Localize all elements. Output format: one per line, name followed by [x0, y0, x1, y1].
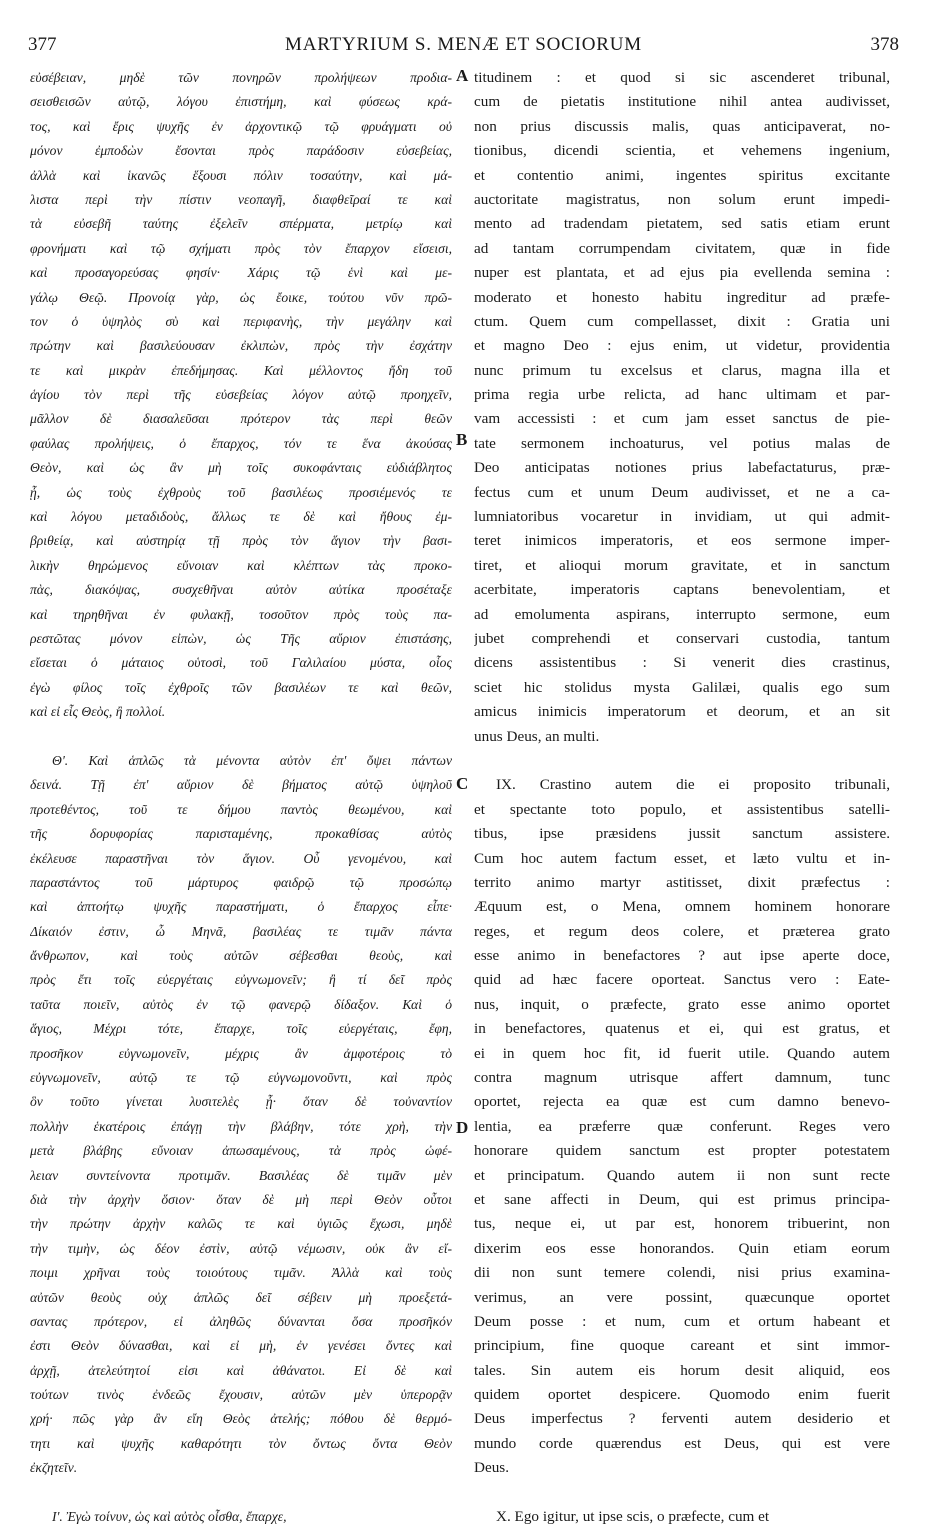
text-line: dicens assistentibus : Si venerit dies crastinus,	[474, 654, 890, 672]
text-line: tibus, ipse præsidens jussit sanctum assistere.	[474, 825, 890, 843]
text-line: εὐσέβειαν, μηδὲ τῶν πονηρῶν προλήψεων προδια-	[30, 70, 452, 85]
text-line: καὶ εἰ εἷς Θεὸς, ἢ πολλοί.	[30, 704, 166, 720]
text-line: acerbitate, imperatoris captans benevolentiam, et	[474, 581, 890, 599]
text-line: mundo corde quærendus est Deus, qui est vere	[474, 1434, 890, 1452]
text-line: cum de pietatis institutione nihil antea audivisset,	[474, 93, 890, 111]
text-line: Δίκαιόν ἐστιν, ὦ Μηνᾶ, βασιλέας τε τιμᾶν πάντα	[30, 923, 452, 939]
section-marker-d: D	[456, 1118, 469, 1137]
text-line: ei in quem hoc fit, id fuerit utile. Quando autem	[474, 1044, 890, 1062]
greek-paragraph-2	[30, 749, 452, 1481]
section-marker-a: A	[456, 66, 469, 85]
text-line: Θ'. Καὶ ἁπλῶς τὰ μένοντα αὐτὸν ἐπ' ὄψει πάντων	[52, 752, 452, 768]
text-line: moderato et honesto habitu ingreditur ad præfe-	[474, 288, 890, 306]
text-line: λιστα περὶ τὴν πίστιν νεοπαγῆ, διαφθεῖραί τε καὶ	[30, 191, 452, 207]
text-line: fectus cum et unum Deum audivisset, et ne a ca-	[474, 483, 890, 501]
text-line: jubet comprehendi et conservari custodia, tantum	[474, 629, 890, 647]
text-line: πρώτην καὶ βασιλεύουσαν ἐκλιπὼν, πρὸς τὴν ἐσχάτην	[30, 338, 452, 354]
text-line: ἀρχῇ, ἀτελεύτητοί εἰσι καὶ ἀθάνατοι. Εἰ δὲ καὶ	[30, 1362, 452, 1378]
text-line: mento ad tradendam pietatem, sed satis etiam erunt	[474, 215, 890, 233]
text-line: prima regia urbe relicta, ad hanc ultimam et par-	[474, 386, 890, 404]
text-line: tales. Sin autem eis horum desit aliquid, eos	[474, 1361, 890, 1379]
text-line: lentia, ea præferre quæ conferunt. Reges vero	[474, 1117, 890, 1135]
text-line: titudinem : et quod si sic ascenderet tribunal,	[474, 69, 890, 86]
text-line: amicus inimicis imperatorum et deorum, et an sit	[474, 703, 890, 721]
text-line: principium, fine quoque careant et sint immor-	[474, 1337, 890, 1355]
greek-paragraph-3	[30, 1505, 452, 1529]
text-line: teret inimicos imperatoris, et eos sermone imper-	[474, 532, 890, 550]
text-line: ταῦτα ποιεῖν, αὐτὸς ἐν τῷ φανερῷ δίδαξον. Καὶ ὁ	[30, 996, 452, 1012]
text-line: Deus.	[474, 1459, 510, 1477]
text-line: in benefactores, quatenus et ei, qui est gratus, et	[474, 1020, 890, 1038]
text-line: τὴν πρώτην ἀρχὴν καλῶς τε καὶ ὑγιῶς ἔχωσι, μηδὲ	[30, 1216, 452, 1232]
text-line: καὶ τηρηθῆναι ἐν φυλακῇ, τοσοῦτον πρὸς τοὺς πα-	[30, 606, 452, 622]
latin-paragraph-3	[474, 1505, 890, 1529]
text-line: ἐκζητεῖν.	[30, 1460, 78, 1476]
text-line: IX. Crastino autem die ei proposito tribunali,	[496, 776, 890, 794]
text-line: Deo anticipatas notiones prius labefactaturus, præ-	[474, 459, 890, 477]
text-line: esse animo in benefactores ? aut ipse aperte doce,	[474, 947, 890, 965]
text-line: et spectante toto populo, et assistentibus satelli-	[474, 800, 890, 818]
section-marker-b: B	[456, 430, 468, 449]
greek-column	[30, 66, 452, 1529]
text-line: λειαν συντείνοντα προτιμᾶν. Βασιλέας δὲ τιμᾶν μὲν	[30, 1167, 452, 1183]
text-line: reges, et regum deos colere, et præterea grato	[474, 922, 890, 940]
text-line: καὶ προσαγορεύσας φησίν· Χάρις τῷ ἑνὶ καὶ με-	[30, 265, 452, 281]
text-line: τε καὶ μικρὰν ἐπεδήμησας. Καὶ μέλλοντος ἤδη τοῦ	[30, 362, 452, 378]
text-line: territo animo martyr astitisset, dixit præfectus :	[474, 873, 890, 891]
text-line: Cum hoc autem factum esset, et læto vultu et in-	[474, 849, 890, 867]
text-line: Θεὸν, καὶ ὡς ἂν μὴ τοῖς συκοφάνταις εὐδιάβλητος	[30, 460, 452, 476]
text-line: nus, inquit, o præfecte, grato esse animo oportet	[474, 995, 890, 1013]
latin-paragraph-1	[474, 66, 890, 749]
text-line: et principatum. Quando autem ii non sunt recte	[474, 1166, 890, 1184]
text-line: βριθείᾳ, καὶ αὐστηρίᾳ τῇ πρὸς τὸν ἅγιον τὴν βασι-	[30, 533, 452, 549]
text-line: ρεστῶτας μόνον εἰπὼν, ὡς Τῆς αὔριον ἐπιστάσης,	[30, 630, 452, 646]
text-line: διὰ τὴν ἀρχὴν ὅσιον· ὅταν δὲ μὴ περὶ Θεὸν οὗτοι	[30, 1191, 452, 1207]
text-line: τος, καὶ ἔρις ψυχῆς ἐν ἀρχοντικῷ τῷ φρυάγματι οὐ	[30, 118, 452, 134]
text-line: προσῆκον εὐγνωμονεῖν, μέχρις ἂν ἀμφοτέροις τὸ	[30, 1045, 452, 1061]
text-line: ἐστι Θεὸν δύνασθαι, καὶ εἰ μὴ, ἐν γενέσει ὄντες καὶ	[30, 1338, 452, 1354]
text-line: ὃν τοῦτο γίνεται λυσιτελὲς ᾖ· ὅταν δὲ τοὐναντίον	[30, 1094, 452, 1110]
text-line: τούτων τινὸς ἐνδεῶς ἔχουσιν, αὐτῶν μὲν ὑπερορᾷν	[30, 1387, 452, 1403]
text-line: ἄνθρωπον, καὶ τοὺς αὐτῶν σέβεσθαι θεοὺς, καὶ	[30, 948, 452, 964]
text-line: verimus, an vere possint, quæcunque oportet	[474, 1288, 890, 1306]
text-line: μᾶλλον δὲ διασαλεῦσαι πρότερον τὰς περὶ θεῶν	[30, 411, 452, 427]
text-line: tus, neque ei, ut par est, honorem tribuerint, non	[474, 1215, 890, 1233]
page-header	[28, 34, 899, 64]
text-line: γάλῳ Θεῷ. Προνοίᾳ γὰρ, ὡς ἔοικε, τούτου νῦν πρῶ-	[30, 289, 452, 305]
running-title: MARTYRIUM S. MENÆ ET SOCIORUM	[285, 34, 642, 55]
text-line: oportet, rejecta ea quæ est cum damno benevo-	[474, 1093, 890, 1111]
text-line: τὴν τιμὴν, ὡς δέον ἐστὶν, αὐτῷ νέμωσιν, οὐκ ἂν εἴ-	[30, 1240, 452, 1256]
text-line: χρή· πῶς γὰρ ἂν εἴη Θεὸς ἀτελής; πόθου δὲ θερμό-	[30, 1411, 452, 1427]
latin-column	[474, 66, 890, 1529]
text-line: φρονήματι καὶ τῷ σχήματι πρὸς τὸν ἔπαρχον εἴσεισι,	[30, 240, 452, 256]
text-line: ctum. Quem cum compellasset, dixit : Gratia uni	[474, 312, 890, 330]
text-line: auctoritate magistratus, non solum erunt impedi-	[474, 190, 890, 208]
text-line: nunc primum tu excelsus et clarus, magna illa et	[474, 361, 890, 379]
text-line: εὐγνωμονεῖν, αὐτῷ τε τῷ εὐγνωμονοῦντι, καὶ πρὸς	[30, 1070, 452, 1086]
text-line: ᾖ, ὡς τοὺς ἐχθροὺς τοῦ βασιλέως προσιέμενός τε	[30, 484, 452, 500]
text-line: τῆς δορυφορίας παρισταμένης, προκαθίσας αὐτὸς	[30, 826, 452, 842]
latin-paragraph-2	[474, 773, 890, 1480]
text-line: πολλὴν ἑκατέροις ἐπάγῃ τὴν βλάβην, τότε χρὴ, τὴν	[30, 1118, 452, 1134]
text-line: non prius discussis malis, quas anticipaverat, no-	[474, 117, 890, 135]
text-line: Deus imperfectus ? ferventi autem desiderio et	[474, 1410, 890, 1428]
text-line: σεισθεισῶν αὐτῷ, λόγου ἐπιστήμη, καὶ φύσεως κρά-	[30, 94, 452, 110]
text-line: contra magnum utrisque affert damnum, tunc	[474, 1069, 890, 1087]
text-line: λικὴν θηρώμενος εὔνοιαν καὶ κλέπτων τὰς προκο-	[30, 557, 452, 573]
text-line: quid ad hæc facere oporteat. Sanctus vero : Eate-	[474, 971, 890, 989]
text-line: πρὸς ἔτι τοῖς εὐεργέταις εὐγνωμονεῖν; ἢ τί δεῖ πρὸς	[30, 972, 452, 988]
text-line: tiret, et alioqui morum gravitate, et in sanctum	[474, 556, 890, 574]
text-line: καὶ λόγου μεταδιδοὺς, ἄλλως τε δὲ καὶ ἤθους ἐμ-	[30, 509, 452, 525]
text-line: quidem oportet despicere. Quomodo enim fuerit	[474, 1386, 890, 1404]
text-line: μετὰ βλάβης εὔνοιαν ἀπωσαμένους, τὰ πρὸς ὠφέ-	[30, 1143, 452, 1159]
text-line: X. Ego igitur, ut ipse scis, o præfecte, cum et	[496, 1508, 770, 1526]
text-line: nuper est plantata, et ad ejus pia evellenda semina :	[474, 264, 890, 282]
text-line: μόνον ἐμποδὼν ἔσονται πρὸς παράδοσιν εὐσεβείας,	[30, 143, 452, 159]
text-line: ἁγίου τὸν περὶ τῆς εὐσεβείας λόγον αὐτῷ προηχεῖν,	[30, 387, 452, 403]
text-line: et sane affecti in Deum, qui est primus principa-	[474, 1190, 890, 1208]
text-line: εἴσεται ὁ μάταιος οὑτοσὶ, τοῦ Γαλιλαίου μύστα, οἷος	[30, 655, 452, 671]
text-line: παραστάντος τοῦ μάρτυρος φαιδρῷ τῷ προσώπῳ	[30, 874, 452, 890]
text-line: unus Deus, an multi.	[474, 727, 600, 745]
greek-paragraph-1	[30, 66, 452, 725]
text-line: et magno Deo : ejus enim, ut videtur, providentia	[474, 337, 890, 355]
text-line: φαύλας προλήψεις, ὁ ἔπαρχος, τόν τε ἕνα ἀκούσας	[30, 435, 452, 451]
text-line: δεινά. Τῇ ἐπ' αὔριον δὲ βήματος αὐτῷ ὑψηλοῦ	[30, 777, 452, 793]
text-line: vam accessisti : et cum jam esset sanctus de pie-	[474, 410, 890, 428]
text-line: dixerim eos esse honorandos. Quin etiam eorum	[474, 1239, 890, 1257]
text-line: προτεθέντος, τοῦ τε δήμου παντὸς θεωμένου, καὶ	[30, 801, 452, 817]
text-line: τὰ εὐσεβῆ ταύτης ἐξελεῖν σπέρματα, μετρίῳ καὶ	[30, 216, 452, 232]
text-line: σαντας πρότερον, εἰ ἀληθῶς δύνανται ὅσα προσῆκόν	[30, 1313, 452, 1329]
text-line: πὰς, διακόψας, συσχεθῆναι αὐτὸν αὐτίκα προσέταξε	[30, 582, 452, 598]
text-line: lumniatoribus vocaretur in invidiam, ut qui admit-	[474, 508, 890, 526]
text-line: ἐγὼ φίλος τοῖς ἐχθροῖς τῶν βασιλέων τε καὶ θεῶν,	[30, 679, 452, 695]
text-line: ἀλλὰ καὶ ἱκανῶς ἕξουσι πόλιν τοσαύτην, καὶ μά-	[30, 167, 452, 183]
text-line: ἐκέλευσε παραστῆναι τὸν ἅγιον. Οὗ γενομένου, καὶ	[30, 850, 452, 866]
text-line: tate sermonem inchoaturus, vel potius malas de	[474, 434, 890, 452]
text-line: Æquum est, o Mena, omnem hominem honorare	[474, 898, 890, 916]
page-number-right: 378	[870, 34, 899, 55]
text-line: ποιμι χρῆναι τοὺς τοιούτους τιμᾶν. Ἀλλὰ καὶ τοὺς	[30, 1265, 452, 1281]
text-line: et contentio animi, ingentes spiritus excitante	[474, 166, 890, 184]
text-line: ad emolumenta aspirans, interrupto sermone, eum	[474, 605, 890, 623]
page-number-left: 377	[28, 34, 57, 55]
text-line: dii non sunt temere colendi, nisi prius examina-	[474, 1264, 890, 1282]
text-line: ad tantam corrumpendam civitatem, quæ in fide	[474, 239, 890, 257]
text-line: Ι'. Ἐγὼ τοίνυν, ὡς καὶ αὐτὸς οἶσθα, ἔπαρχε,	[52, 1509, 287, 1525]
text-line: Deum posse : et num, cum et ortum habeant et	[474, 1312, 890, 1330]
text-line: sciet hic stolidus mysta Galilæi, qualis ego sum	[474, 678, 890, 696]
text-line: καὶ ἀπτοήτῳ ψυχῆς παραστήματι, ὁ ἔπαρχος εἶπε·	[30, 899, 452, 915]
section-marker-c: C	[456, 774, 469, 793]
text-line: honorare quidem sanctum est propter potestatem	[474, 1142, 890, 1160]
text-line: τητι καὶ ψυχῆς καθαρότητι τὸν ὄντως ὄντα Θεὸν	[30, 1435, 452, 1451]
text-line: tionibus, dicendi scientia, et vehemens ingenium,	[474, 142, 890, 160]
text-line: αὐτῶν θεοὺς οὐχ ἁπλῶς δεῖ σέβειν μὴ προεξετά-	[30, 1289, 452, 1305]
text-line: τον ὁ ὑψηλὸς σὺ καὶ περιφανὴς, τὴν μεγάλην καὶ	[30, 313, 452, 329]
text-line: ἅγιος, Μέχρι τότε, ἔπαρχε, τοῖς εὐεργέταις, ἔφη,	[30, 1021, 452, 1037]
